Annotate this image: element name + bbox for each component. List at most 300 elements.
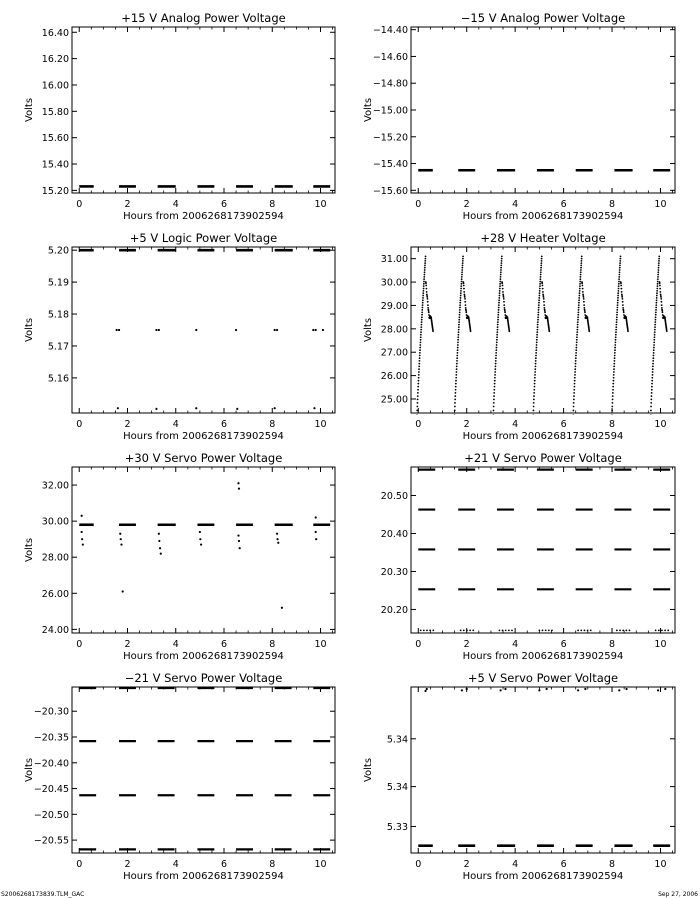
- data-point: [536, 336, 538, 338]
- data-point: [658, 262, 660, 264]
- x-tick-label: 4: [512, 419, 519, 430]
- data-point: [653, 355, 655, 357]
- data-point: [419, 355, 421, 357]
- data-point: [461, 281, 463, 283]
- data-point: [612, 392, 614, 394]
- data-point: [120, 538, 122, 540]
- chart-5: [24, 451, 335, 662]
- data-point: [421, 324, 423, 326]
- data-point: [498, 302, 500, 304]
- data-point: [459, 309, 461, 311]
- data-point: [573, 402, 575, 404]
- y-tick-label: 20.20: [380, 604, 408, 616]
- data-point: [661, 304, 663, 306]
- data-point: [653, 349, 655, 351]
- data-point: [652, 368, 654, 370]
- data-point: [470, 330, 472, 332]
- data-point: [532, 414, 534, 416]
- data-point: [497, 316, 499, 318]
- data-point: [158, 533, 160, 535]
- data-point: [456, 366, 458, 368]
- data-point: [616, 324, 618, 326]
- footer-filename: S2006268173839.TLM_GAC: [1, 891, 85, 898]
- data-point: [427, 304, 429, 306]
- data-point: [158, 329, 160, 331]
- data-point: [456, 363, 458, 365]
- data-point: [500, 276, 502, 278]
- data-point: [583, 296, 585, 298]
- data-point: [420, 331, 422, 333]
- data-point: [577, 321, 579, 323]
- data-point: [576, 339, 578, 341]
- data-point: [495, 360, 497, 362]
- data-point: [533, 406, 535, 408]
- y-axis-label: Volts: [24, 317, 35, 343]
- data-point: [655, 304, 657, 306]
- data-point: [657, 283, 659, 285]
- x-tick-label: 6: [220, 419, 228, 430]
- data-point: [620, 288, 622, 290]
- data-point: [661, 310, 663, 312]
- data-point: [497, 326, 499, 328]
- data-point: [155, 329, 157, 331]
- data-point: [625, 629, 627, 631]
- data-point: [650, 406, 652, 408]
- data-point: [497, 319, 499, 321]
- data-point: [576, 336, 578, 338]
- data-point: [658, 260, 660, 262]
- data-point: [421, 314, 423, 316]
- data-point: [664, 688, 666, 690]
- data-point: [545, 629, 547, 631]
- data-point: [578, 295, 580, 297]
- data-point: [534, 368, 536, 370]
- data-point: [544, 311, 546, 313]
- data-point: [617, 295, 619, 297]
- data-point: [575, 349, 577, 351]
- data-point: [613, 374, 615, 376]
- data-point: [498, 304, 500, 306]
- data-point: [543, 307, 545, 309]
- chart-title: −15 V Analog Power Voltage: [460, 11, 626, 25]
- data-point: [581, 282, 583, 284]
- data-point: [534, 374, 536, 376]
- data-point: [573, 395, 575, 397]
- data-point: [622, 298, 624, 300]
- y-tick-label: −20.35: [33, 732, 69, 744]
- data-point: [533, 395, 535, 397]
- data-point: [542, 288, 544, 290]
- data-point: [499, 285, 501, 287]
- data-point: [420, 329, 422, 331]
- data-point: [581, 258, 583, 260]
- data-point: [423, 290, 425, 292]
- data-point: [579, 283, 581, 285]
- data-point: [421, 321, 423, 323]
- x-tick-label: 0: [415, 859, 422, 870]
- data-point: [539, 283, 541, 285]
- data-point: [538, 297, 540, 299]
- y-tick-label: 27.00: [380, 347, 408, 359]
- data-point: [238, 488, 240, 490]
- data-point: [652, 371, 654, 373]
- data-point: [650, 402, 652, 404]
- data-point: [533, 399, 535, 401]
- data-point: [458, 319, 460, 321]
- data-point: [461, 689, 463, 691]
- data-point: [578, 299, 580, 301]
- y-tick-label: −20.45: [33, 784, 69, 796]
- data-point: [580, 629, 582, 631]
- data-point: [456, 360, 458, 362]
- plot-frame: [72, 687, 335, 853]
- data-point: [426, 296, 428, 298]
- y-axis-label: Volts: [24, 757, 35, 783]
- y-tick-label: 20.50: [380, 490, 408, 502]
- data-point: [651, 395, 653, 397]
- data-point: [494, 374, 496, 376]
- data-point: [457, 339, 459, 341]
- chart-title: +15 V Analog Power Voltage: [121, 11, 286, 25]
- data-point: [455, 389, 457, 391]
- data-point: [461, 271, 463, 273]
- x-tick-label: 6: [560, 859, 567, 870]
- x-tick-label: 10: [654, 199, 667, 210]
- data-point: [540, 276, 542, 278]
- plot-frame: [411, 247, 675, 413]
- y-tick-label: −14.80: [372, 78, 408, 90]
- data-point: [535, 363, 537, 365]
- data-point: [464, 301, 466, 303]
- data-point: [499, 295, 501, 297]
- data-point: [496, 336, 498, 338]
- data-point: [541, 255, 543, 257]
- data-point: [613, 366, 615, 368]
- data-point: [459, 304, 461, 306]
- data-point: [426, 291, 428, 293]
- data-point: [424, 271, 426, 273]
- data-point: [660, 296, 662, 298]
- x-axis-label: Hours from 2006268173902594: [462, 871, 624, 882]
- data-point: [615, 341, 617, 343]
- data-point: [618, 283, 620, 285]
- data-point: [496, 344, 498, 346]
- data-point: [651, 386, 653, 388]
- y-tick-label: 26.00: [41, 588, 69, 600]
- data-point: [542, 291, 544, 293]
- data-point: [622, 307, 624, 309]
- data-point: [420, 334, 422, 336]
- chart-3: [24, 231, 335, 442]
- data-point: [498, 297, 500, 299]
- data-point: [237, 534, 239, 536]
- data-point: [579, 290, 581, 292]
- data-point: [534, 377, 536, 379]
- data-point: [494, 377, 496, 379]
- data-point: [653, 341, 655, 343]
- x-axis-label: Hours from 2006268173902594: [123, 651, 284, 662]
- data-point: [534, 383, 536, 385]
- data-point: [428, 310, 430, 312]
- data-point: [577, 326, 579, 328]
- chart-title: +30 V Servo Power Voltage: [124, 451, 283, 465]
- data-point: [583, 301, 585, 303]
- data-point: [463, 629, 465, 631]
- data-point: [658, 255, 660, 257]
- data-point: [499, 288, 501, 290]
- data-point: [537, 316, 539, 318]
- data-point: [574, 374, 576, 376]
- x-tick-label: 10: [314, 199, 327, 210]
- data-point: [457, 336, 459, 338]
- data-point: [118, 329, 120, 331]
- data-point: [623, 311, 625, 313]
- data-point: [613, 380, 615, 382]
- chart-2: [363, 11, 675, 222]
- data-point: [657, 276, 659, 278]
- data-point: [459, 316, 461, 318]
- y-axis-label: Volts: [24, 97, 35, 123]
- data-point: [573, 392, 575, 394]
- x-tick-label: 10: [314, 419, 327, 430]
- data-point: [579, 278, 581, 280]
- data-point: [493, 392, 495, 394]
- data-point: [500, 265, 502, 267]
- data-point: [540, 267, 542, 269]
- data-point: [658, 265, 660, 267]
- data-point: [495, 355, 497, 357]
- data-point: [652, 374, 654, 376]
- data-point: [419, 360, 421, 362]
- x-tick-label: 2: [463, 639, 470, 650]
- data-point: [535, 366, 537, 368]
- chart-7: [24, 671, 335, 882]
- data-point: [499, 290, 501, 292]
- data-point: [494, 383, 496, 385]
- data-point: [503, 298, 505, 300]
- data-point: [429, 629, 431, 631]
- data-point: [116, 329, 118, 331]
- data-point: [454, 414, 456, 416]
- data-point: [315, 538, 317, 540]
- data-point: [577, 316, 579, 318]
- data-point: [425, 285, 427, 287]
- plot-frame: [411, 27, 675, 193]
- data-point: [543, 301, 545, 303]
- data-point: [656, 292, 658, 294]
- data-point: [539, 292, 541, 294]
- data-point: [455, 386, 457, 388]
- data-point: [576, 329, 578, 331]
- data-point: [540, 262, 542, 264]
- data-point: [619, 271, 621, 273]
- data-point: [456, 357, 458, 359]
- data-point: [655, 307, 657, 309]
- y-tick-label: −14.40: [372, 25, 408, 37]
- data-point: [537, 326, 539, 328]
- data-point: [457, 344, 459, 346]
- y-tick-label: −15.40: [372, 159, 408, 171]
- data-point: [418, 377, 420, 379]
- data-point: [575, 352, 577, 354]
- chart-title: +21 V Servo Power Voltage: [464, 451, 622, 465]
- y-axis-label: Volts: [363, 97, 374, 123]
- data-point: [617, 302, 619, 304]
- data-point: [574, 377, 576, 379]
- data-point: [505, 629, 507, 631]
- data-point: [656, 299, 658, 301]
- data-point: [462, 260, 464, 262]
- data-point: [502, 285, 504, 287]
- data-point: [652, 366, 654, 368]
- data-point: [155, 408, 157, 410]
- plot-frame: [72, 27, 335, 193]
- data-point: [619, 258, 621, 260]
- y-tick-label: 16.20: [41, 54, 69, 66]
- data-point: [573, 399, 575, 401]
- data-point: [419, 357, 421, 359]
- data-point: [616, 319, 618, 321]
- data-point: [537, 319, 539, 321]
- data-point: [539, 278, 541, 280]
- data-point: [577, 689, 579, 691]
- data-point: [463, 282, 465, 284]
- data-point: [536, 341, 538, 343]
- data-point: [616, 311, 618, 313]
- data-point: [500, 271, 502, 273]
- data-point: [653, 339, 655, 341]
- data-point: [422, 292, 424, 294]
- data-point: [497, 324, 499, 326]
- data-point: [200, 543, 202, 545]
- data-point: [421, 311, 423, 313]
- data-point: [423, 288, 425, 290]
- data-point: [459, 311, 461, 313]
- data-point: [575, 363, 577, 365]
- data-point: [611, 406, 613, 408]
- y-tick-label: −15.00: [372, 105, 408, 117]
- data-point: [423, 278, 425, 280]
- data-point: [656, 288, 658, 290]
- data-point: [498, 311, 500, 313]
- data-point: [427, 307, 429, 309]
- data-point: [537, 311, 539, 313]
- data-point: [657, 274, 659, 276]
- data-point: [617, 292, 619, 294]
- data-point: [460, 290, 462, 292]
- data-point: [575, 355, 577, 357]
- data-point: [81, 531, 83, 533]
- data-point: [654, 334, 656, 336]
- y-tick-label: 5.33: [386, 821, 408, 833]
- data-point: [495, 352, 497, 354]
- data-point: [538, 295, 540, 297]
- data-point: [618, 276, 620, 278]
- data-point: [618, 288, 620, 290]
- data-point: [652, 357, 654, 359]
- y-tick-label: 30.00: [380, 277, 408, 289]
- data-point: [548, 629, 550, 631]
- data-point: [618, 285, 620, 287]
- data-point: [612, 389, 614, 391]
- data-point: [461, 278, 463, 280]
- data-point: [463, 291, 465, 293]
- data-point: [579, 288, 581, 290]
- data-point: [417, 389, 419, 391]
- data-point: [535, 349, 537, 351]
- data-point: [460, 283, 462, 285]
- data-point: [616, 316, 618, 318]
- y-tick-label: −20.30: [33, 706, 69, 718]
- data-point: [495, 349, 497, 351]
- data-point: [538, 304, 540, 306]
- data-point: [654, 321, 656, 323]
- y-tick-label: −20.40: [33, 758, 69, 770]
- data-point: [534, 386, 536, 388]
- data-point: [424, 690, 426, 692]
- data-point: [276, 329, 278, 331]
- data-point: [426, 688, 428, 690]
- data-point: [498, 309, 500, 311]
- data-point: [499, 292, 501, 294]
- data-point: [457, 349, 459, 351]
- data-point: [579, 285, 581, 287]
- x-tick-label: 0: [76, 419, 83, 430]
- data-point: [503, 296, 505, 298]
- data-point: [615, 331, 617, 333]
- data-point: [654, 331, 656, 333]
- data-point: [651, 377, 653, 379]
- data-point: [578, 309, 580, 311]
- data-point: [428, 311, 430, 313]
- data-point: [426, 288, 428, 290]
- x-tick-label: 4: [512, 639, 519, 650]
- x-tick-label: 8: [269, 859, 276, 870]
- data-point: [499, 629, 501, 631]
- data-point: [423, 285, 425, 287]
- data-point: [535, 357, 537, 359]
- data-point: [655, 316, 657, 318]
- x-tick-label: 4: [512, 859, 519, 870]
- data-point: [577, 324, 579, 326]
- data-point: [498, 299, 500, 301]
- data-point: [574, 368, 576, 370]
- data-point: [497, 329, 499, 331]
- data-point: [657, 285, 659, 287]
- data-point: [463, 288, 465, 290]
- data-point: [499, 283, 501, 285]
- data-point: [417, 392, 419, 394]
- data-point: [160, 553, 162, 555]
- data-point: [658, 629, 660, 631]
- data-point: [651, 380, 653, 382]
- data-point: [654, 326, 656, 328]
- data-point: [576, 331, 578, 333]
- data-point: [496, 341, 498, 343]
- data-point: [461, 276, 463, 278]
- data-point: [493, 406, 495, 408]
- data-point: [424, 269, 426, 271]
- data-point: [541, 258, 543, 260]
- data-point: [493, 395, 495, 397]
- data-point: [455, 377, 457, 379]
- data-point: [534, 380, 536, 382]
- data-point: [619, 629, 621, 631]
- x-tick-label: 4: [512, 199, 519, 210]
- data-point: [460, 629, 462, 631]
- data-point: [239, 547, 241, 549]
- data-point: [574, 366, 576, 368]
